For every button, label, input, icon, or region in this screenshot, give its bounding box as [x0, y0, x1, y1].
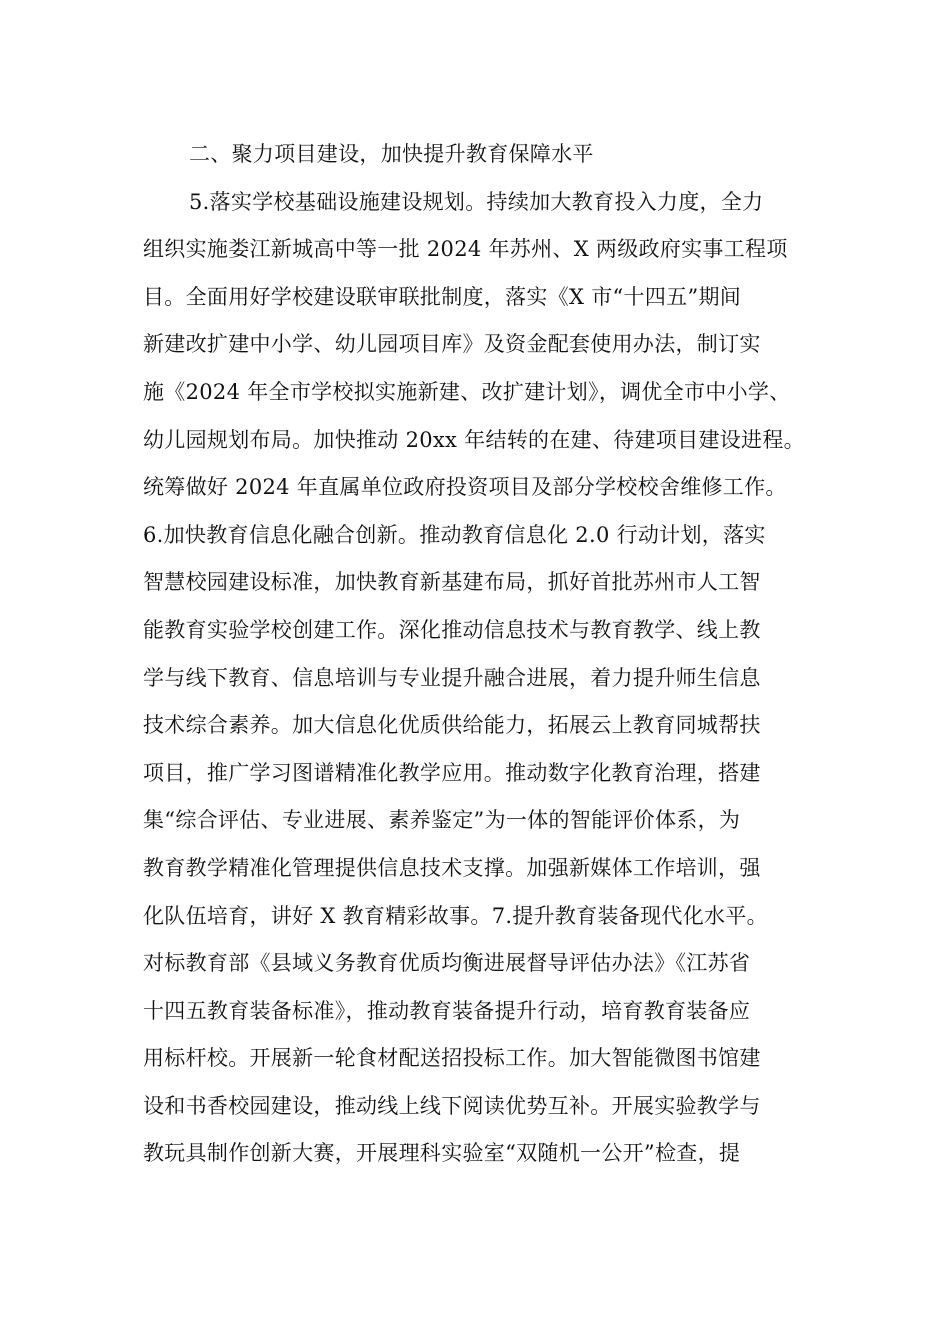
document-body [143, 131, 843, 1178]
text-line: 6.加快教育信息化融合创新。推动教育信息化 2.0 行动计划，落实 [143, 522, 766, 547]
text-line: 项目，推广学习图谱精准化教学应用。推动数字化教育治理，搭建 [143, 760, 761, 785]
text-line: 技术综合素养。加大信息化优质供给能力，拓展云上教育同城帮扶 [143, 713, 761, 738]
text-line: 设和书香校园建设，推动线上线下阅读优势互补。开展实验教学与 [143, 1093, 761, 1118]
text-line: 教玩具制作创新大赛，开展理科实验室“双随机一公开”检查，提 [143, 1141, 741, 1166]
text-line: 统筹做好 2024 年直属单位政府投资项目及部分学校校舍维修工作。 [143, 475, 787, 500]
text-line: 5.落实学校基础设施建设规划。持续加大教育投入力度，全力 [189, 189, 764, 214]
text-line: 化队伍培育，讲好 X 教育精彩故事。7.提升教育装备现代化水平。 [143, 903, 768, 928]
text-line: 能教育实验学校创建工作。深化推动信息技术与教育教学、线上教 [143, 617, 761, 642]
text-line: 对标教育部《县域义务教育优质均衡进展督导评估办法》《江苏省 [143, 951, 751, 976]
text-line: 学与线下教育、信息培训与专业提升融合进展，着力提升师生信息 [143, 665, 761, 690]
text-line: 智慧校园建设标准，加快教育新基建布局，抓好首批苏州市人工智 [143, 570, 761, 595]
section-heading: 二、聚力项目建设，加快提升教育保障水平 [189, 142, 594, 166]
text-line: 目。全面用好学校建设联审联批制度，落实《X 市“十四五”期间 [143, 284, 742, 309]
text-line: 幼儿园规划布局。加快推动 20xx 年结转的在建、待建项目建设进程。 [143, 427, 805, 452]
text-line: 教育教学精准化管理提供信息技术支撑。加强新媒体工作培训，强 [143, 855, 761, 880]
text-line: 集“综合评估、专业进展、素养鉴定”为一体的智能评价体系，为 [143, 808, 741, 833]
text-line: 施《2024 年全市学校拟实施新建、改扩建计划》，调优全市中小学、 [143, 379, 791, 404]
text-line: 组织实施娄江新城高中等一批 2024 年苏州、X 两级政府实事工程项 [143, 237, 788, 262]
text-line: 用标杆校。开展新一轮食材配送招投标工作。加大智能微图书馆建 [143, 1046, 761, 1071]
text-line: 十四五教育装备标准》，推动教育装备提升行动，培育教育装备应 [143, 998, 751, 1023]
text-line: 新建改扩建中小学、幼儿园项目库》及资金配套使用办法，制订实 [143, 332, 761, 357]
